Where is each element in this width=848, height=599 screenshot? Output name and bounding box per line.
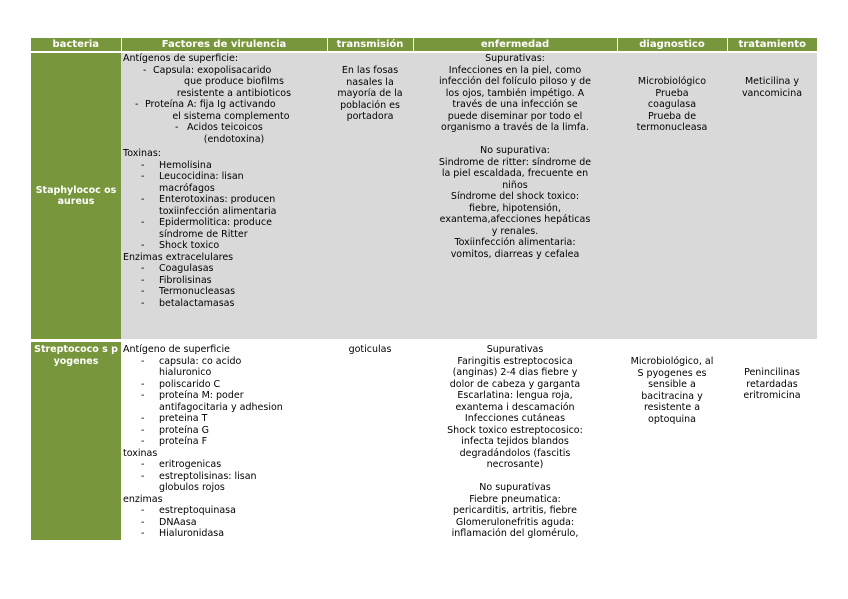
- list-item: macrófagos: [159, 182, 215, 194]
- list-item: síndrome de Ritter: [159, 228, 248, 240]
- list-item: betalactamasas: [159, 297, 235, 309]
- bacteria-table: [31, 38, 817, 540]
- bacteria-name: Streptococo s pyogenes: [31, 341, 121, 540]
- factores-cell: Antígenos de superficie: - Capsula: exopolisacarido que produce biofilms resistente a antibioticos - Proteína A: fija Ig activando el sistema complemento - Acidos teicoicos (endotoxina) Toxinas: - Hemolisina - Leucocidina: lisan macrófagos - Enterotoxinas: producen toxiinfección alimentaria - Epidermolitica: produce síndrome de Ritter - Shock toxico Enzimas extracelulares - Coagulasas - Fibrolisinas - Termonucleasas - betalactamasas: [121, 52, 327, 341]
- header-bacteria: bacteria: [31, 38, 121, 52]
- list-item: Hemolisina: [159, 159, 212, 171]
- enzimas-title: enzimas: [123, 493, 163, 505]
- list-item: (endotoxina): [203, 133, 265, 145]
- enzimas-title: Enzimas extracelulares: [123, 251, 234, 263]
- list-item: Leucocidina: lisan: [159, 171, 244, 182]
- header-row: [31, 38, 817, 52]
- header-transmision: transmisión: [327, 38, 413, 52]
- tratamiento-cell: Meticilina y vancomicina: [727, 52, 817, 341]
- list-item: hialuronico: [159, 367, 212, 378]
- list-item: que produce biofilms: [184, 76, 284, 87]
- list-item: estreptolisinas: lisan: [159, 470, 257, 482]
- list-item: estreptoquinasa: [159, 505, 236, 516]
- transmision-cell: goticulas: [327, 341, 413, 540]
- enfermedad-cell: Supurativas: Infecciones en la piel, como infección del folículo piloso y de los ojos, también impétigo. A través de una infección se puede diseminar por todo el organismo a través de la limfa. No supurativa: Sindrome de ritter: síndrome de la piel escaldada, frecuente en niños Síndrome del shock toxico: fiebre, hipotensión, exantema,afecciones hepáticas y renales. Toxiinfección alimentaria: vomitos, diarreas y cefalea: [413, 52, 617, 341]
- list-item: poliscarido C: [159, 378, 221, 390]
- enfermedad-cell: Supurativas Faringitis estreptocosica (anginas) 2-4 dias fiebre y dolor de cabeza y garganta Escarlatina: lengua roja, exantema i descamación Infecciones cutáneas Shock toxico estreptocosico: infecta tejidos blandos degradándolos (fascitis necrosante) No supurativas Fiebre pneumatica: pericarditis, artritis, fiebre Glomerulonefritis aguda: inflamación del glomérulo,: [413, 341, 617, 540]
- list-item: resistente a antibioticos: [176, 87, 292, 99]
- list-item: el sistema complemento: [172, 110, 290, 122]
- list-item: Epidermolitica: produce: [159, 217, 272, 228]
- list-item: Hialuronidasa: [159, 528, 225, 539]
- antigenos-title: Antígenos de superficie:: [123, 53, 239, 64]
- transmision-cell: En las fosas nasales la mayoría de la población es portadora: [327, 52, 413, 341]
- factores-cell: Antígeno de superficie - capsula: co acido hialuronico - poliscarido C - proteína M: poder antifagocitaria y adhesion - preteina T - proteína G - proteína F toxinas - eritrogenicas - estreptolisinas: lisan globulos rojos enzimas - estreptoquinasa - DNAasa - Hialuronidasa: [121, 341, 327, 540]
- diagnostico-cell: Microbiológico, al S pyogenes es sensible a bacitracina y resistente a optoquina: [617, 341, 727, 540]
- list-item: toxiinfección alimentaria: [159, 205, 277, 217]
- list-item: antifagocitaria y adhesion: [159, 401, 283, 413]
- list-item: Termonucleasas: [159, 286, 236, 297]
- list-item: proteína F: [159, 436, 208, 447]
- header-diagnostico: diagnostico: [617, 38, 727, 52]
- header-enfermedad: enfermedad: [413, 38, 617, 52]
- header-tratamiento: tratamiento: [727, 38, 817, 52]
- toxinas-title: Toxinas:: [123, 148, 161, 159]
- list-item: Shock toxico: [159, 240, 220, 251]
- list-item: Fibrolisinas: [159, 274, 212, 286]
- row-streptococcus: [31, 341, 817, 540]
- list-item: proteína M: poder: [159, 390, 244, 401]
- list-item: eritrogenicas: [159, 459, 222, 470]
- bacteria-name: Staphylococ os aureus: [31, 52, 121, 341]
- list-item: Coagulasas: [159, 263, 214, 274]
- list-item: capsula: co acido: [159, 355, 242, 367]
- list-item: Acidos teicoicos: [187, 122, 263, 133]
- tratamiento-cell: Penincilinas retardadas eritromicina: [727, 341, 817, 540]
- antigeno-title: Antígeno de superficie: [123, 344, 230, 355]
- toxinas-title: toxinas: [123, 447, 158, 459]
- header-factores: Factores de virulencia: [121, 38, 327, 52]
- list-item: DNAasa: [159, 516, 197, 528]
- list-item: preteina T: [159, 413, 208, 424]
- list-item: Proteína A: fija Ig activando: [145, 99, 276, 110]
- row-staphylococcus: [31, 52, 817, 341]
- list-item: Enterotoxinas: producen: [159, 194, 276, 205]
- list-item: globulos rojos: [159, 482, 225, 493]
- diagnostico-cell: Microbiológico Prueba coagulasa Prueba de termonucleasa: [617, 52, 727, 341]
- list-item: Capsula: exopolisacarido: [153, 64, 272, 76]
- list-item: proteína G: [159, 424, 209, 436]
